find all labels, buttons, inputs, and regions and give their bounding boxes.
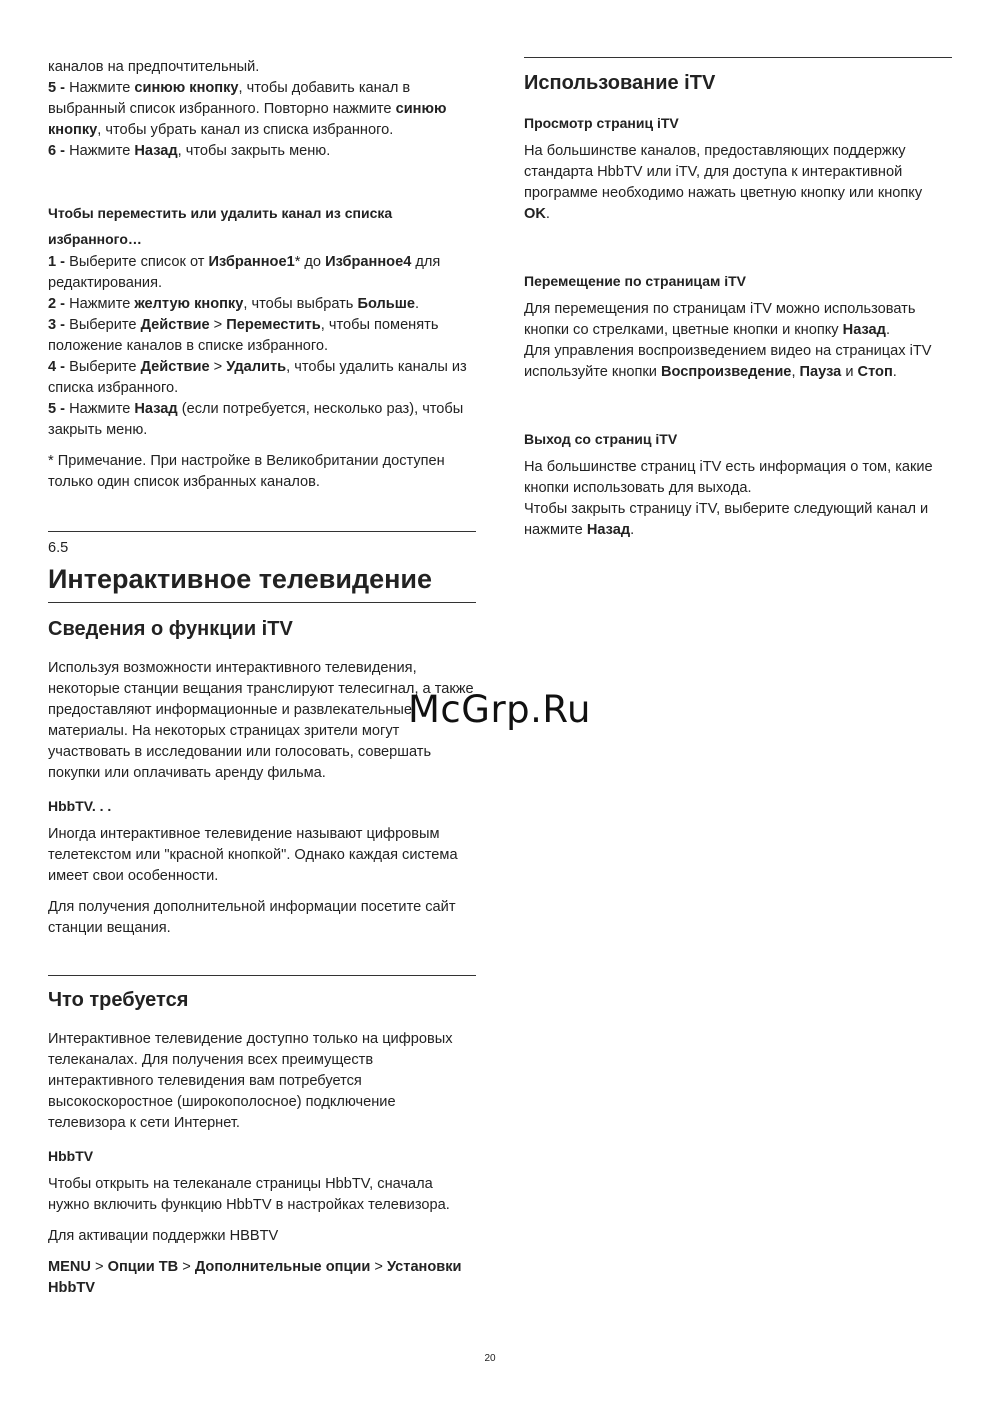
hbbtv-text-2: Для получения дополнительной информации посетите сайт станции вещания. [48, 899, 456, 936]
section-title: Интерактивное телевидение [48, 564, 433, 594]
move-step-2: 2 - Нажмите желтую кнопку, чтобы выбрать Больше. [48, 296, 420, 312]
exit-text-2: Чтобы закрыть страницу iTV, выберите следующий канал и нажмите Назад. [524, 501, 929, 538]
menu-path: MENU > Опции ТВ > Дополнительные опции > Установки HbbTV [48, 1259, 462, 1296]
itv-usage-title: Использование iTV [524, 72, 716, 94]
hbbtv-heading: HbbTV. . . [48, 798, 112, 814]
left-column [48, 57, 476, 1309]
watermark: McGrp.Ru [408, 688, 591, 731]
hbbtv2-heading: HbbTV [48, 1148, 94, 1164]
move-heading: Чтобы переместить или удалить канал из списка избранного… [48, 205, 393, 247]
intro-step-6: 6 - Нажмите Назад, чтобы закрыть меню. [48, 143, 331, 159]
section-number: 6.5 [48, 540, 69, 556]
view-heading: Просмотр страниц iTV [524, 115, 679, 131]
intro-step-5: 5 - Нажмите синюю кнопку, чтобы добавить канал в выбранный список избранного. Повторно нажмите синюю кнопку, чтобы убрать канал из списка избранного. [48, 80, 447, 138]
nav-text-1: Для перемещения по страницам iTV можно использовать кнопки со стрелками, цветные кнопки и кнопку Назад. [524, 301, 916, 338]
move-step-1: 1 - Выберите список от Избранное1* до Избранное4 для редактирования. [48, 254, 441, 291]
note: * Примечание. При настройке в Великобритании доступен только один список избранных каналов. [48, 453, 445, 490]
requirements-text: Интерактивное телевидение доступно только на цифровых телеканалах. Для получения всех преимуществ интерактивного телевидения вам потребуется высокоскоростное (широкополосное) подключение телевизора к сети Интернет. [48, 1031, 453, 1131]
hbbtv-text-1: Иногда интерактивное телевидение называют цифровым телетекстом или "красной кнопкой". Однако каждая система имеет свои особенности. [48, 826, 458, 884]
section-divider [48, 531, 476, 532]
nav-heading: Перемещение по страницам iTV [524, 273, 747, 289]
move-step-5: 5 - Нажмите Назад (если потребуется, несколько раз), чтобы закрыть меню. [48, 401, 464, 438]
activate-text: Для активации поддержки HBBTV [48, 1228, 279, 1244]
nav-text-2: Для управления воспроизведением видео на страницах iTV используйте кнопки Воспроизведение, Пауза и Стоп. [524, 343, 932, 380]
hbbtv2-text: Чтобы открыть на телеканале страницы HbbTV, сначала нужно включить функцию HbbTV в настройках телевизора. [48, 1176, 450, 1213]
move-step-3: 3 - Выберите Действие > Переместить, чтобы поменять положение каналов в списке избранного. [48, 317, 439, 354]
move-step-4: 4 - Выберите Действие > Удалить, чтобы удалить каналы из списка избранного. [48, 359, 467, 396]
exit-heading: Выход со страниц iTV [524, 431, 678, 447]
requirements-title: Что требуется [48, 989, 189, 1011]
about-text: Используя возможности интерактивного телевидения, некоторые станции вещания транслируют телесигнал, а также предоставляют информационные и развлекательные материалы. На некоторых страницах зрители могут участвовать в исследовании или голосовать, совершать покупки или оплачивать аренду фильма. [48, 660, 474, 781]
exit-text-1: На большинстве страниц iTV есть информация о том, какие кнопки использовать для выхода. [524, 459, 933, 496]
intro-tail: каналов на предпочтительный. [48, 59, 260, 75]
about-title: Сведения о функции iTV [48, 618, 293, 640]
page-number: 20 [484, 1353, 496, 1364]
right-column [524, 57, 952, 551]
view-text: На большинстве каналов, предоставляющих поддержку стандарта HbbTV или iTV, для доступа к интерактивной программе необходимо нажать цветную кнопку или кнопку OK. [524, 143, 923, 222]
